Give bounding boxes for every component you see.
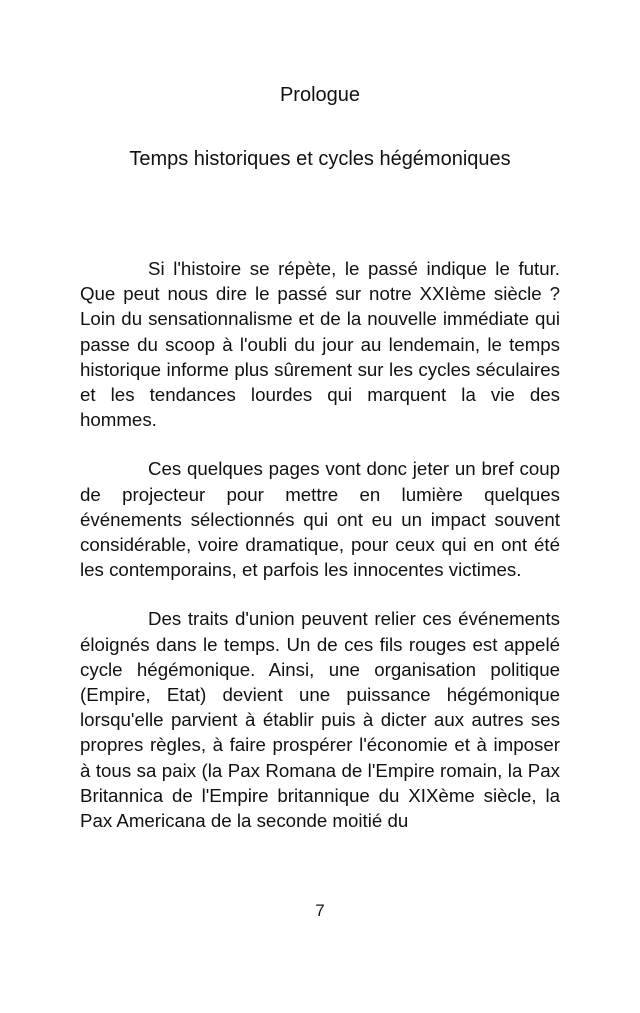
paragraph-3: Des traits d'union peuvent relier ces événements éloignés dans le temps. Un de ces fils rouges est appelé cycle hégémonique. Ainsi, une organisation politique (Empire, Etat) devient une puissance hégémonique lorsqu'elle parvient à établir puis à dicter aux autres ses propres règles, à faire prospérer l'économie et à imposer à tous sa paix (la Pax Romana de l'Empire romain, la Pax Britannica de l'Empire britannique du XIXème siècle, la Pax Americana de la seconde moitié du xyxy=(80,608,560,832)
chapter-title: Temps historiques et cycles hégémoniques xyxy=(129,148,511,170)
chapter-label: Prologue xyxy=(279,84,361,106)
paragraph-1: Si l'histoire se répète, le passé indique le futur. Que peut nous dire le passé sur notre XXIème siècle ? Loin du sensationnalisme et de la nouvelle immédiate qui passe du scoop à l'oubli du jour au lendemain, le temps historique informe plus sûrement sur les cycles séculaires et les tendances lourdes qui marquent la vie des hommes. xyxy=(80,258,560,431)
paragraph-2: Ces quelques pages vont donc jeter un bref coup de projecteur pour mettre en lumière quelques événements sélectionnés qui ont eu un impact souvent considérable, voire dramatique, pour ceux qui en ont été les contemporains, et parfois les innocentes victimes. xyxy=(80,458,560,581)
page-number: 7 xyxy=(315,901,325,920)
body-text xyxy=(80,256,560,857)
